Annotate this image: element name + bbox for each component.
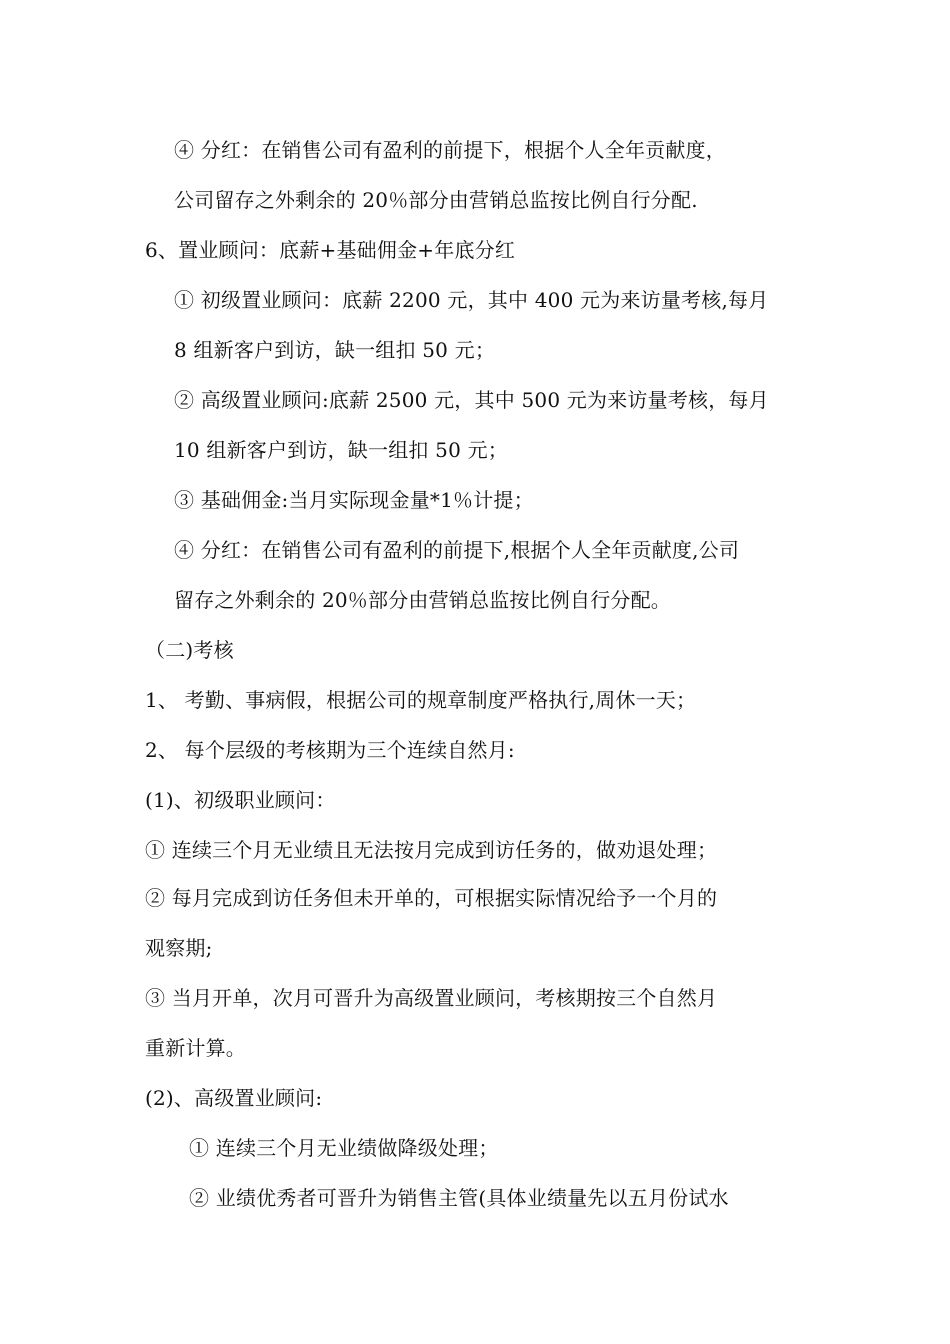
junior-consultant-line-1: ① 初级置业顾问：底薪 2200 元，其中 400 元为来访量考核,每月 [174, 288, 769, 312]
senior-consultant-line-1: ② 高级置业顾问:底薪 2500 元，其中 500 元为来访量考核，每月 [174, 388, 769, 412]
senior-consultant-line-2: 10 组新客户到访，缺一组扣 50 元； [174, 438, 508, 462]
assessment-heading: （二)考核 [145, 638, 234, 662]
assessment-item-1: 1、 考勤、事病假，根据公司的规章制度严格执行,周休一天； [145, 688, 697, 712]
dividend-line-2: 留存之外剩余的 20％部分由营销总监按比例自行分配。 [174, 588, 672, 612]
junior-assessment-item-1: ① 连续三个月无业绩且无法按月完成到访任务的，做劝退处理； [145, 838, 718, 862]
assessment-item-2: 2、 每个层级的考核期为三个连续自然月: [145, 738, 515, 762]
senior-assessment-heading: (2)、高级置业顾问: [145, 1086, 323, 1110]
junior-consultant-line-2: 8 组新客户到访，缺一组扣 50 元； [174, 338, 496, 362]
junior-assessment-heading: (1)、初级职业顾问： [145, 788, 336, 812]
bonus-item-4-line-2: 公司留存之外剩余的 20％部分由营销总监按比例自行分配. [174, 188, 698, 212]
junior-assessment-item-2-line-2: 观察期; [145, 936, 213, 960]
senior-assessment-item-2: ② 业绩优秀者可晋升为销售主管(具体业绩量先以五月份试水 [189, 1186, 729, 1210]
bonus-item-4-line-1: ④ 分红：在销售公司有盈利的前提下，根据个人全年贡献度， [174, 138, 726, 162]
senior-assessment-item-1: ① 连续三个月无业绩做降级处理； [189, 1136, 499, 1160]
junior-assessment-item-3-line-1: ③ 当月开单，次月可晋升为高级置业顾问，考核期按三个自然月 [145, 986, 718, 1010]
junior-assessment-item-3-line-2: 重新计算。 [145, 1036, 246, 1060]
dividend-line-1: ④ 分红：在销售公司有盈利的前提下,根据个人全年贡献度,公司 [174, 538, 740, 562]
section-6-heading: 6、置业顾问：底薪+基础佣金+年底分红 [145, 238, 516, 262]
junior-assessment-item-2-line-1: ② 每月完成到访任务但未开单的，可根据实际情况给予一个月的 [145, 886, 718, 910]
base-commission-line: ③ 基础佣金:当月实际现金量*1％计提； [174, 488, 534, 512]
